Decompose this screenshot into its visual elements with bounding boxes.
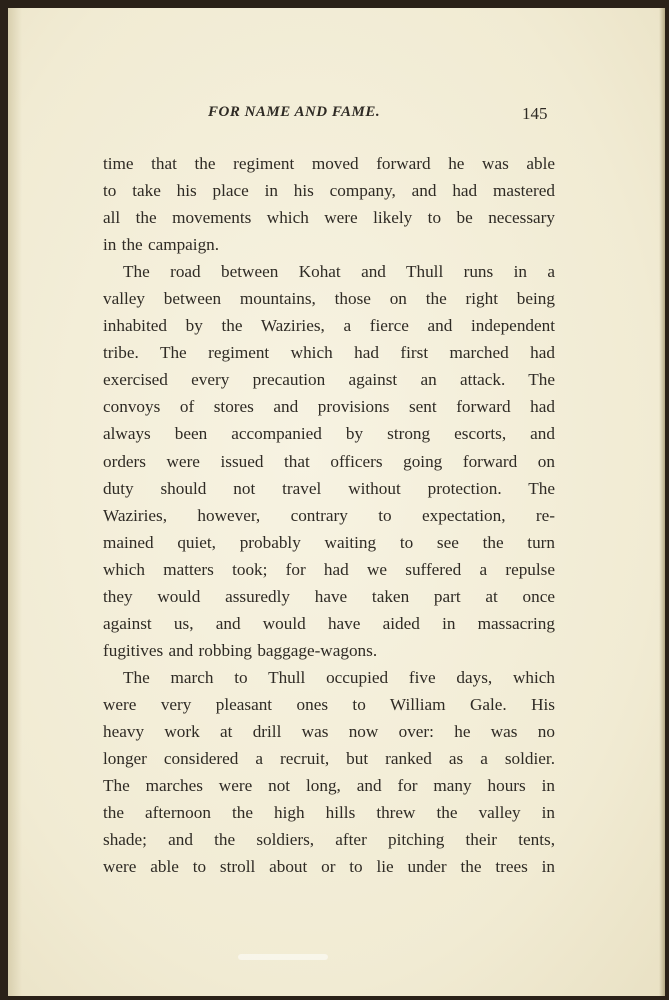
page-number: 145 [522, 104, 548, 123]
text-line: were very pleasant ones to William Gale. His [103, 694, 555, 714]
text-line: The marches were not long, and for many hours in [103, 776, 555, 796]
text-line: they would assuredly have taken part at once [103, 586, 555, 606]
text-line: mained quiet, probably waiting to see the turn [103, 532, 555, 552]
text-line: valley between mountains, those on the right being [103, 289, 555, 309]
text-line: time that the regiment moved forward he was able [103, 154, 555, 173]
text-line: Waziries, however, contrary to expectation, re- [103, 505, 555, 525]
text-line: shade; and the soldiers, after pitching their tents, [103, 830, 555, 850]
page-gutter-shadow [8, 8, 22, 996]
text-line: longer considered a recruit, but ranked as a soldier. [103, 749, 555, 769]
text-line: The march to Thull occupied five days, which [123, 667, 555, 687]
text-line: exercised every precaution against an attack. The [103, 370, 555, 390]
running-head [8, 104, 665, 126]
paper-smudge [238, 954, 328, 960]
text-line: duty should not travel without protection. The [103, 478, 555, 498]
text-line: in the campaign. [103, 235, 220, 255]
book-page [8, 8, 665, 996]
running-title: FOR NAME AND FAME. [208, 104, 381, 120]
text-line: orders were issued that officers going forward on [103, 451, 555, 471]
page-edge-shadow [659, 8, 665, 996]
text-line: inhabited by the Waziries, a fierce and independent [103, 316, 555, 336]
text-line: convoys of stores and provisions sent forward had [103, 397, 555, 417]
text-line: were able to stroll about or to lie under the trees in [103, 857, 555, 877]
text-line: fugitives and robbing baggage-wagons. [103, 640, 378, 660]
text-line: The road between Kohat and Thull runs in a [123, 262, 555, 282]
text-line: which matters took; for had we suffered a repulse [103, 559, 555, 579]
text-line: the afternoon the high hills threw the valley in [103, 803, 555, 823]
body-text [103, 150, 555, 880]
text-line: heavy work at drill was now over: he was no [103, 721, 555, 741]
text-line: tribe. The regiment which had first marched had [103, 343, 555, 363]
text-line: all the movements which were likely to be necessary [103, 208, 555, 228]
text-line: against us, and would have aided in massacring [103, 613, 555, 633]
text-line: to take his place in his company, and had mastered [103, 181, 555, 201]
text-line: always been accompanied by strong escorts, and [103, 424, 555, 444]
